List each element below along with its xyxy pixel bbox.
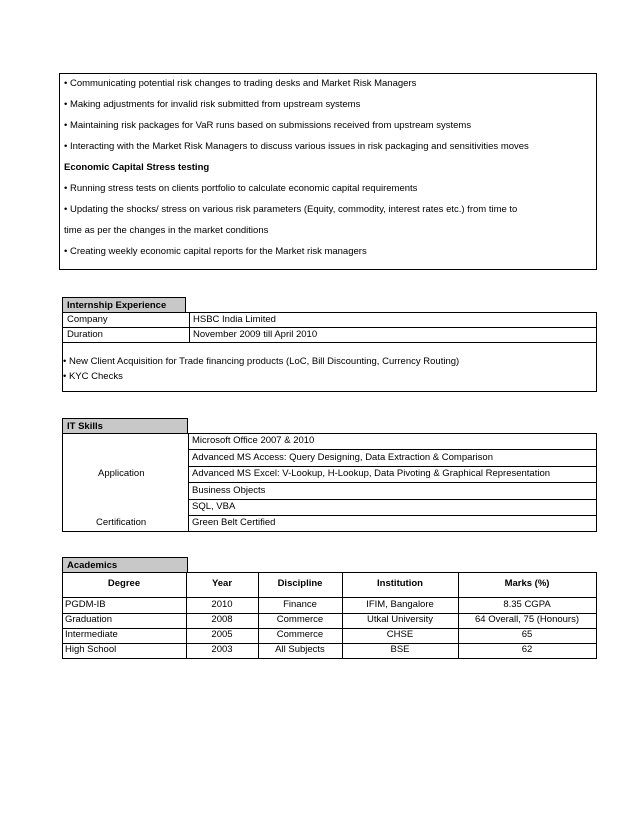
col-marks: Marks (%) bbox=[504, 578, 550, 589]
col-discipline: Discipline bbox=[277, 578, 323, 589]
experience-bullet-6-cont: time as per the changes in the market conditions bbox=[64, 225, 269, 236]
internship-header: Internship Experience bbox=[62, 297, 186, 313]
col-degree: Degree bbox=[107, 578, 141, 589]
it-skills-header: IT Skills bbox=[62, 418, 188, 434]
table-row-3-discipline: Commerce bbox=[276, 629, 324, 640]
experience-bullet-6: • Updating the shocks/ stress on various risk parameters (Equity, commodity, interest rates etc.) from time to bbox=[64, 204, 518, 215]
table-row-1-year: 2010 bbox=[211, 599, 233, 610]
internship-company-label: Company bbox=[67, 314, 108, 325]
table-row-3-marks: 65 bbox=[521, 629, 533, 640]
table-row-1-degree: PGDM-IB bbox=[65, 599, 106, 610]
academics-header: Academics bbox=[62, 557, 188, 573]
table-row-4-discipline: All Subjects bbox=[275, 644, 325, 655]
table-row-2-degree: Graduation bbox=[65, 614, 113, 625]
col-institution: Institution bbox=[377, 578, 423, 589]
experience-box bbox=[59, 73, 597, 270]
experience-bullet-5: • Running stress tests on clients portfolio to calculate economic capital requirements bbox=[64, 183, 418, 194]
it-skills-table bbox=[62, 433, 597, 532]
experience-subheading: Economic Capital Stress testing bbox=[64, 162, 210, 173]
table-row-1-marks: 8.35 CGPA bbox=[503, 599, 551, 610]
certification-item: Green Belt Certified bbox=[192, 517, 276, 528]
skill-item-4: Business Objects bbox=[192, 485, 266, 496]
skill-item-2: Advanced MS Access: Query Designing, Data Extraction & Comparison bbox=[192, 452, 493, 463]
internship-bullet-1: • New Client Acquisition for Trade financing products (LoC, Bill Discounting, Currency Routing) bbox=[63, 356, 460, 367]
table-row-4-institution: BSE bbox=[390, 644, 410, 655]
experience-bullet-2: • Making adjustments for invalid risk submitted from upstream systems bbox=[64, 99, 361, 110]
application-label: Application bbox=[98, 468, 145, 479]
experience-bullet-7: • Creating weekly economic capital reports for the Market risk managers bbox=[64, 246, 367, 257]
table-row-4-marks: 62 bbox=[521, 644, 533, 655]
experience-bullet-3: • Maintaining risk packages for VaR runs based on submissions received from upstream systems bbox=[64, 120, 472, 131]
certification-label: Certification bbox=[96, 517, 147, 528]
skill-item-3: Advanced MS Excel: V-Lookup, H-Lookup, Data Pivoting & Graphical Representation bbox=[192, 468, 551, 479]
internship-table bbox=[62, 312, 597, 392]
table-row-4-degree: High School bbox=[65, 644, 117, 655]
table-row-4-year: 2003 bbox=[211, 644, 233, 655]
experience-bullet-1: • Communicating potential risk changes to trading desks and Market Risk Managers bbox=[64, 78, 417, 89]
table-row-3-degree: Intermediate bbox=[65, 629, 118, 640]
table-row-2-marks: 64 Overall, 75 (Honours) bbox=[474, 614, 580, 625]
internship-company-value: HSBC India Limited bbox=[193, 314, 276, 325]
table-row-1-institution: IFIM, Bangalore bbox=[366, 599, 434, 610]
experience-bullet-4: • Interacting with the Market Risk Managers to discuss various issues in risk packaging and sensitivities moves bbox=[64, 141, 529, 152]
academics-table bbox=[62, 572, 597, 659]
internship-duration-label: Duration bbox=[67, 329, 103, 340]
skill-item-1: Microsoft Office 2007 & 2010 bbox=[192, 435, 315, 446]
table-row-2-institution: Utkal University bbox=[367, 614, 433, 625]
table-row-2-year: 2008 bbox=[211, 614, 233, 625]
skill-item-5: SQL, VBA bbox=[192, 501, 236, 512]
table-row-2-discipline: Commerce bbox=[276, 614, 324, 625]
table-row-1-discipline: Finance bbox=[283, 599, 317, 610]
internship-bullet-2: • KYC Checks bbox=[63, 371, 123, 382]
col-year: Year bbox=[211, 578, 233, 589]
internship-duration-value: November 2009 till April 2010 bbox=[193, 329, 318, 340]
table-row-3-institution: CHSE bbox=[386, 629, 414, 640]
table-row-3-year: 2005 bbox=[211, 629, 233, 640]
